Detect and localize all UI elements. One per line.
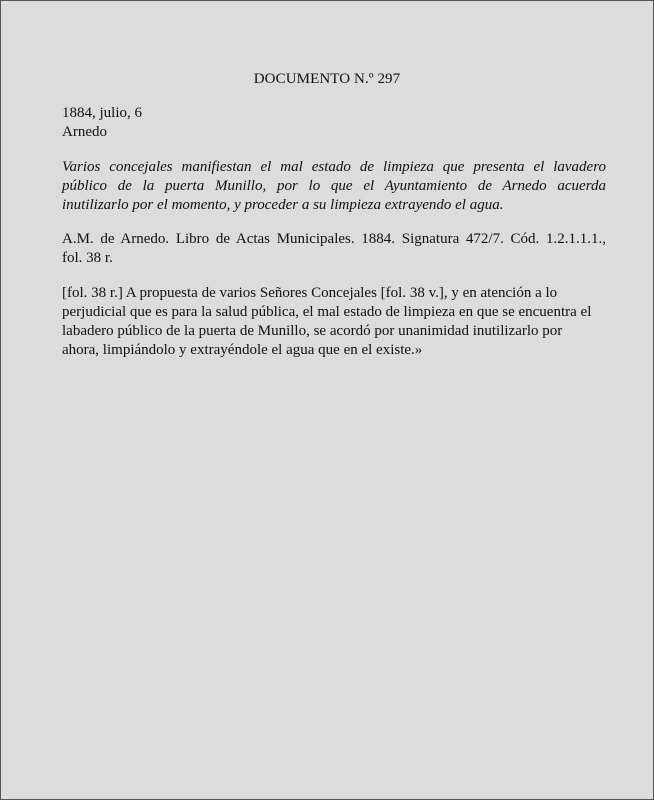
body-line: [fol. 38 r.] A propuesta de varios Señores Concejales [fol. 38 v.], y en atención a lo	[62, 285, 558, 301]
summary-line: público de la puerta Munillo, por lo que el Ayuntamiento de Arnedo acuerda	[62, 178, 606, 194]
body-line: perjudicial que es para la salud pública, el mal estado de limpieza en que se encuentra el	[62, 304, 592, 320]
source-line: A.M. de Arnedo. Libro de Actas Municipales. 1884. Signatura 472/7. Cód. 1.2.1.1.1.,	[62, 231, 606, 247]
document-source	[62, 230, 606, 268]
summary-line: Varios concejales manifiestan el mal estado de limpieza que presenta el lavadero	[62, 159, 606, 175]
summary-line: inutilizarlo por el momento, y proceder a su limpieza extrayendo el agua.	[62, 197, 504, 213]
document-summary	[62, 158, 606, 215]
document-body	[62, 284, 592, 360]
document-title: DOCUMENTO N.º 297	[253, 71, 401, 87]
body-line: labadero público de la puerta de Munillo, se acordó por unanimidad inutilizarlo por	[62, 323, 563, 339]
document-place: Arnedo	[62, 124, 107, 140]
body-line: ahora, limpiándolo y extrayéndole el agua que en el existe.»	[62, 342, 423, 358]
source-line: fol. 38 r.	[62, 250, 113, 266]
document-date: 1884, julio, 6	[62, 105, 143, 121]
